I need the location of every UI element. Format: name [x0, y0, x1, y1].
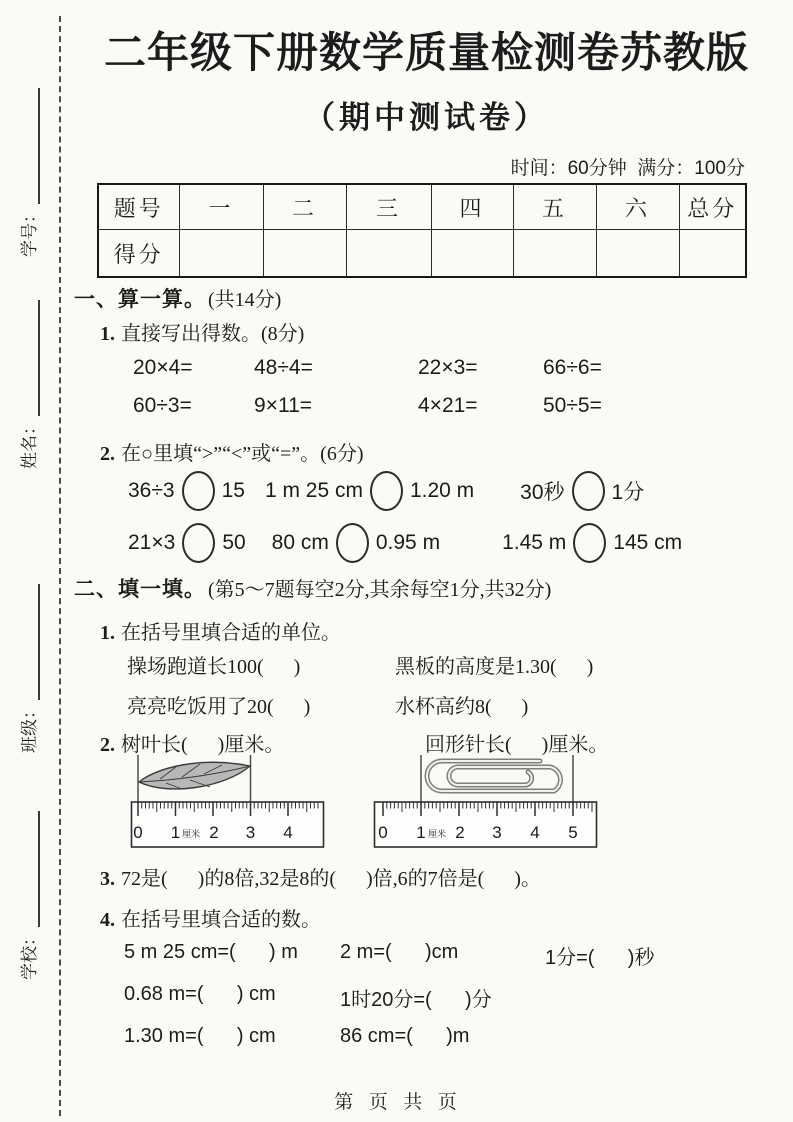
school-blank	[18, 811, 40, 927]
comparison-circle	[336, 523, 369, 563]
score-table-header-cell: 总分	[679, 184, 746, 230]
comparison-item	[502, 523, 682, 563]
score-empty-cell	[263, 230, 346, 278]
fill-number-item: 1分=( )秒	[545, 947, 655, 969]
leaf-ruler-figure	[130, 750, 325, 850]
comparison-left: 1 m 25 cm	[264, 479, 363, 502]
ruler-unit-label: 厘米	[427, 829, 447, 839]
ruler-number: 5	[568, 823, 578, 842]
section-one-points-note: (共14分)	[208, 289, 282, 311]
comparison-left: 21×3	[128, 531, 176, 554]
name-blank	[18, 300, 40, 416]
question-text: 在括号里填合适的数。	[121, 909, 321, 931]
section-two-title: 二、填一填。	[74, 577, 206, 601]
score-table-header-cell: 一	[179, 184, 263, 230]
question-1-2	[100, 437, 364, 466]
class-blank	[18, 584, 40, 700]
comparison-item	[128, 523, 246, 563]
paper-title: 二年级下册数学质量检测卷苏教版	[103, 29, 749, 76]
name-label: 姓名：	[20, 418, 39, 469]
score-table-header-cell: 二	[263, 184, 346, 230]
fill-unit-row	[127, 650, 593, 679]
section-two-heading	[74, 573, 551, 603]
equation-row	[133, 394, 602, 418]
ruler-number: 2	[209, 823, 219, 842]
score-table-score-row	[98, 230, 746, 278]
score-table-header-cell: 三	[346, 184, 431, 230]
paper-subtitle: （期中测试卷）	[304, 100, 549, 135]
leaf-length-caption: 树叶长( )厘米。	[121, 734, 285, 756]
paperclip-ruler-figure	[373, 750, 598, 850]
school-label: 学校：	[20, 929, 39, 980]
score-table-header-cell: 题号	[98, 184, 179, 230]
fill-unit-item: 亮亮吃饭用了20( )	[127, 696, 311, 718]
student-id-blank	[18, 88, 40, 204]
section-one-heading	[74, 283, 281, 313]
comparison-circle	[182, 523, 215, 563]
comparison-left: 1.45 m	[502, 531, 567, 554]
comparison-left: 36÷3	[128, 479, 175, 502]
ruler-unit-label: 厘米	[181, 829, 201, 839]
comparison-right: 1分	[611, 481, 645, 504]
comparison-right: 1.20 m	[409, 479, 475, 502]
fill-number-row	[124, 941, 654, 970]
comparison-circle	[573, 523, 606, 563]
equation: 66÷6=	[543, 356, 602, 379]
fill-unit-item: 黑板的高度是1.30( )	[395, 656, 594, 678]
comparison-right: 0.95 m	[375, 531, 441, 554]
score-empty-cell	[346, 230, 431, 278]
question-text: 直接写出得数。(8分)	[121, 323, 305, 345]
fill-unit-row	[127, 690, 528, 719]
time-fullscore-info: 时间：60分钟 满分：100分	[510, 158, 745, 179]
fill-number-row	[124, 1025, 469, 1048]
fill-number-item: 2 m=( )cm	[340, 941, 459, 963]
ruler-number: 4	[283, 823, 293, 842]
name-field	[14, 289, 40, 469]
fill-number-row	[124, 983, 492, 1012]
section-one-title: 一、算一算。	[74, 287, 206, 311]
equation: 22×3=	[418, 356, 478, 379]
comparison-right: 50	[222, 531, 246, 554]
ruler-body	[375, 802, 597, 847]
fill-unit-item: 操场跑道长100( )	[127, 656, 301, 678]
ruler-number: 0	[378, 823, 388, 842]
question-2-3	[100, 862, 541, 891]
class-label: 班级：	[20, 702, 39, 753]
leaf-icon	[139, 762, 250, 789]
question-2-1	[100, 616, 341, 645]
score-table-header-cell: 五	[513, 184, 596, 230]
question-number: 1.	[100, 323, 115, 345]
question-number: 4.	[100, 909, 115, 931]
equation: 48÷4=	[254, 356, 313, 379]
comparison-item	[128, 471, 245, 511]
ruler-number: 2	[455, 823, 465, 842]
comparison-left: 30秒	[520, 481, 565, 504]
equation: 60÷3=	[133, 394, 192, 417]
question-2-4	[100, 903, 321, 932]
score-empty-cell	[513, 230, 596, 278]
equation: 9×11=	[254, 394, 313, 417]
ruler-number: 3	[245, 823, 256, 842]
question-text: 在括号里填合适的单位。	[121, 622, 341, 644]
equation-row	[133, 356, 602, 380]
question-text: 72是( )的8倍,32是8的( )倍,6的7倍是( )。	[121, 868, 541, 890]
comparison-item	[272, 523, 440, 563]
comparison-row	[128, 519, 682, 567]
school-field	[14, 800, 40, 980]
equation: 50÷5=	[543, 394, 602, 417]
comparison-circle	[572, 471, 605, 511]
question-text: 在○里填“>”“<”或“=”。(6分)	[121, 443, 364, 465]
fill-number-item: 1.30 m=( ) cm	[124, 1025, 276, 1047]
comparison-right: 145 cm	[613, 531, 683, 554]
comparison-right: 15	[221, 479, 245, 502]
question-1-1	[100, 317, 304, 346]
question-number: 3.	[100, 868, 115, 890]
score-table-header-cell: 六	[596, 184, 679, 230]
score-table-header-cell: 四	[431, 184, 513, 230]
paperclip-icon	[427, 761, 560, 791]
fill-number-item: 5 m 25 cm=( ) m	[124, 941, 298, 963]
comparison-circle	[182, 471, 215, 511]
ruler-number: 0	[133, 823, 143, 842]
student-id-field	[14, 77, 40, 257]
comparison-item	[520, 471, 644, 511]
question-number: 2.	[100, 734, 115, 756]
ruler-number: 3	[492, 823, 502, 842]
score-label-cell: 得分	[98, 230, 179, 278]
comparison-left: 80 cm	[271, 531, 329, 554]
ruler-body	[132, 802, 324, 847]
score-table	[97, 183, 747, 278]
ruler-number: 4	[530, 823, 540, 842]
equation: 20×4=	[133, 356, 193, 379]
comparison-circle	[370, 471, 403, 511]
fill-unit-item: 水杯高约8( )	[395, 696, 529, 718]
margin-dashed-line	[59, 16, 61, 1116]
score-table-header-row	[98, 184, 746, 230]
score-empty-cell	[431, 230, 513, 278]
fill-number-item: 86 cm=( )m	[340, 1025, 470, 1047]
class-field	[14, 573, 40, 753]
comparison-item	[265, 471, 474, 511]
student-id-label: 学号：	[20, 206, 39, 257]
score-empty-cell	[179, 230, 263, 278]
fill-number-item: 0.68 m=( ) cm	[124, 983, 276, 1005]
question-number: 2.	[100, 443, 115, 465]
fill-number-item: 1时20分=( )分	[340, 989, 492, 1011]
equation: 4×21=	[418, 394, 478, 417]
question-number: 1.	[100, 622, 115, 644]
paperclip-length-caption: 回形针长( )厘米。	[425, 734, 609, 756]
ruler-number: 1	[170, 823, 181, 842]
ruler-number: 1	[416, 823, 426, 842]
score-empty-cell	[679, 230, 746, 278]
score-empty-cell	[596, 230, 679, 278]
section-two-points-note: (第5～7题每空2分,其余每空1分,共32分)	[208, 579, 552, 601]
page-footer: 第 页 共 页	[334, 1092, 459, 1113]
comparison-row	[128, 467, 644, 515]
